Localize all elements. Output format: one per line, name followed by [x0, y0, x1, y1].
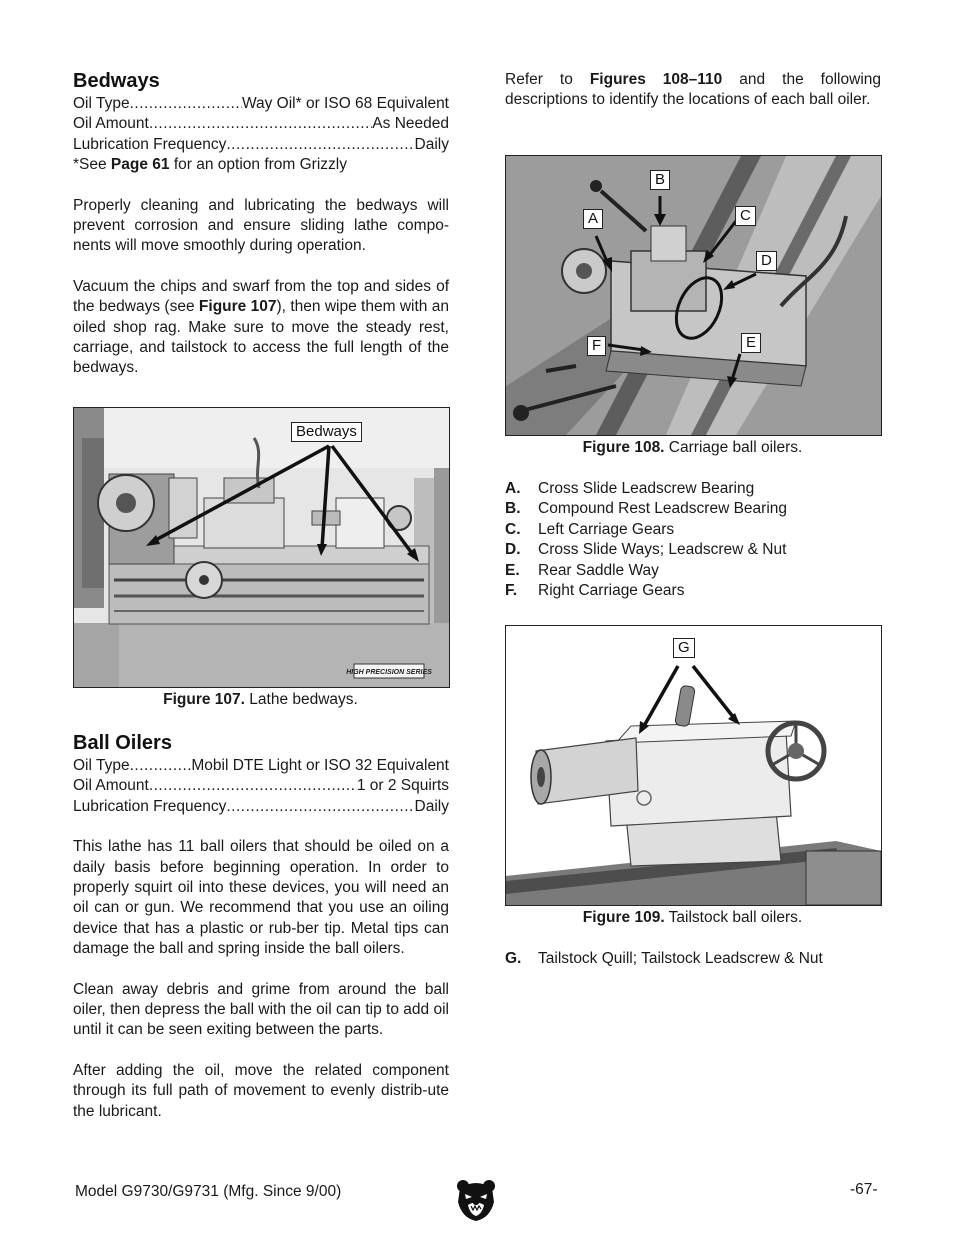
figure-109-tailstock-ball-oilers: [505, 625, 882, 906]
bedways-note: *See Page 61 for an option from Grizzly: [73, 156, 347, 174]
list-item-d: D. Cross Slide Ways; Leadscrew & Nut: [505, 541, 787, 559]
intro-section: [505, 70, 881, 111]
bedways-section: [73, 68, 449, 379]
list-item-e: E. Rear Saddle Way: [505, 561, 659, 579]
ball-oilers-heading: Ball Oilers: [73, 732, 172, 754]
figure-109-caption: Figure 109. Tailstock ball oilers.: [582, 909, 803, 926]
list-108: [505, 479, 881, 601]
tailstock-image: [506, 626, 881, 905]
callout-f: F: [587, 336, 606, 356]
bedways-heading: Bedways: [73, 70, 160, 92]
bedways-spec-oil-amount: Oil Amount ..... As Needed: [73, 114, 449, 134]
list-item-c: C. Left Carriage Gears: [505, 520, 675, 538]
ball-oilers-section: [73, 730, 449, 1122]
figure-108-carriage-ball-oilers: [505, 155, 882, 436]
grizzly-bear-icon: [456, 1178, 496, 1222]
figure-108-caption: Figure 108. Carriage ball oilers.: [582, 439, 803, 456]
ball-oilers-spec-frequency: Lubrication Frequency ..... Daily: [73, 797, 449, 817]
bedways-para-1: Properly cleaning and lubricating the bedways will prevent corrosion and ensure sliding lathe compo-nents will move smoothly during operation.: [73, 196, 449, 255]
footer-page-number: -67-: [850, 1181, 878, 1198]
figure-107-caption: Figure 107. Lathe bedways.: [163, 691, 358, 708]
callout-g: G: [673, 638, 695, 658]
lathe-image: [74, 408, 449, 687]
callout-c: C: [735, 206, 756, 226]
list-item-b: B. Compound Rest Leadscrew Bearing: [505, 500, 787, 518]
callout-a: A: [583, 209, 603, 229]
ball-oilers-para-2: Clean away debris and grime from around the ball oiler, then depress the ball with the oil can tip to add oil until it can be seen exiting between the parts.: [73, 980, 449, 1039]
list-item-f: F. Right Carriage Gears: [505, 582, 685, 600]
carriage-image: [506, 156, 881, 435]
callout-b: B: [650, 170, 670, 190]
callout-d: D: [756, 251, 777, 271]
ball-oilers-para-1: This lathe has 11 ball oilers that should be oiled on a daily basis before beginning operation. In order to properly squirt oil into these devices, you will need an oil can or gun. We recommend that you use an oiling device that has a plastic or rub-ber tip. Metal tips can damage the ball and spring inside the ball oilers.: [73, 838, 449, 958]
list-item-a: A. Cross Slide Leadscrew Bearing: [505, 480, 755, 497]
callout-bedways: Bedways: [291, 422, 362, 442]
footer-model: Model G9730/G9731 (Mfg. Since 9/00): [75, 1183, 342, 1200]
list-item-g: G. Tailstock Quill; Tailstock Leadscrew & Nut: [505, 950, 823, 967]
intro-paragraph: Refer to Figures 108–110 and the following descriptions to identify the locations of each ball oiler.: [505, 71, 881, 109]
bedways-spec-oil-type: Oil Type ..... Way Oil* or ISO 68 Equivalent: [73, 94, 449, 114]
ball-oilers-spec-oil-amount: Oil Amount ..... 1 or 2 Squirts: [73, 776, 449, 796]
ball-oilers-para-3: After adding the oil, move the related component through its full path of movement to evenly distrib-ute the lubricant.: [73, 1061, 449, 1120]
figure-107-lathe-bedways: [73, 407, 450, 688]
callout-e: E: [741, 333, 761, 353]
list-109: [505, 949, 881, 969]
ball-oilers-spec-oil-type: Oil Type ..... Mobil DTE Light or ISO 32 Equivalent: [73, 756, 449, 776]
bedways-spec-frequency: Lubrication Frequency ..... Daily: [73, 135, 449, 155]
lathe-plate-text: HIGH PRECISION SERIES: [346, 669, 432, 676]
bedways-para-2: Vacuum the chips and swarf from the top and sides of the bedways (see Figure 107), then wipe them with an oiled shop rag. Make sure to move the steady rest, carriage, and tailstock to access the full length of the bedways.: [73, 277, 450, 377]
